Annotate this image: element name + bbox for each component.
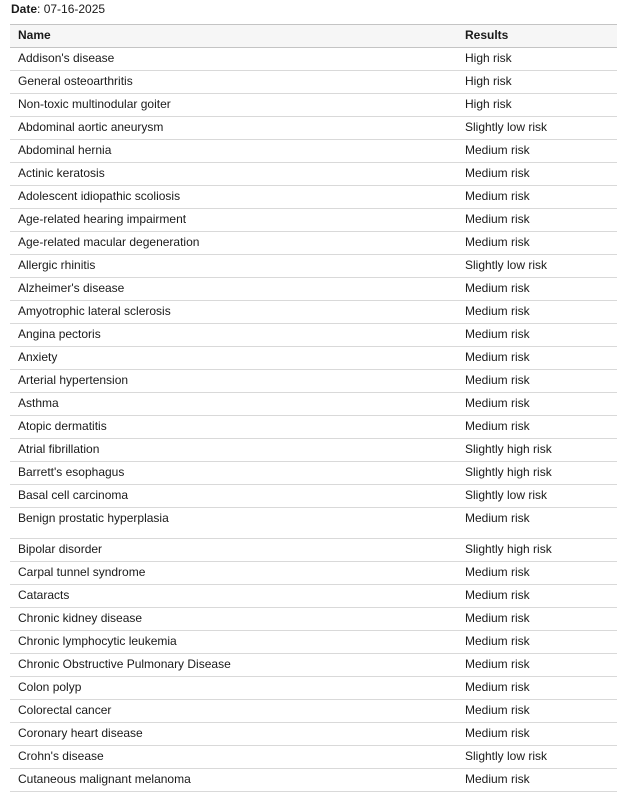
risk-result-cell: High risk [457,71,617,94]
table-row [10,416,617,439]
condition-name-cell: Actinic keratosis [10,163,457,186]
condition-name-cell: Carpal tunnel syndrome [10,562,457,585]
risk-result-cell: Medium risk [457,301,617,324]
risk-result-cell: Medium risk [457,163,617,186]
condition-name-cell: Barrett's esophagus [10,462,457,485]
table-row [10,163,617,186]
table-row [10,232,617,255]
table-row [10,608,617,631]
risk-result-cell: Medium risk [457,654,617,677]
table-row [10,48,617,71]
condition-name-cell: Bipolar disorder [10,539,457,562]
table-row [10,485,617,508]
condition-name-cell: Coronary heart disease [10,723,457,746]
table-row [10,539,617,562]
condition-name-cell: Arterial hypertension [10,370,457,393]
table-header-row [10,25,617,48]
condition-name-cell: Crohn's disease [10,746,457,769]
table-row [10,585,617,608]
risk-result-cell: Slightly low risk [457,746,617,769]
condition-name-cell: Atopic dermatitis [10,416,457,439]
date-separator: : [37,2,44,16]
table-row [10,140,617,163]
table-row [10,508,617,539]
condition-name-cell: Amyotrophic lateral sclerosis [10,301,457,324]
risk-result-cell: Slightly low risk [457,117,617,140]
condition-name-cell: Alzheimer's disease [10,278,457,301]
table-row [10,654,617,677]
condition-name-cell: Cataracts [10,585,457,608]
condition-name-cell: Basal cell carcinoma [10,485,457,508]
condition-name-cell: Abdominal aortic aneurysm [10,117,457,140]
table-row [10,700,617,723]
results-table-body [10,48,617,792]
column-header-name: Name [10,25,457,48]
risk-result-cell: Medium risk [457,723,617,746]
table-row [10,439,617,462]
condition-name-cell: Colorectal cancer [10,700,457,723]
risk-result-cell: Medium risk [457,393,617,416]
table-row [10,393,617,416]
risk-result-cell: High risk [457,94,617,117]
risk-result-cell: Medium risk [457,347,617,370]
risk-result-cell: Medium risk [457,370,617,393]
condition-name-cell: Cutaneous malignant melanoma [10,769,457,792]
condition-name-cell: General osteoarthritis [10,71,457,94]
risk-result-cell: Medium risk [457,677,617,700]
condition-name-cell: Colon polyp [10,677,457,700]
risk-result-cell: Medium risk [457,508,617,539]
risk-result-cell: Medium risk [457,700,617,723]
table-row [10,631,617,654]
risk-result-cell: Slightly high risk [457,439,617,462]
table-row [10,370,617,393]
risk-result-cell: Medium risk [457,140,617,163]
report-date-line [10,2,617,16]
condition-name-cell: Non-toxic multinodular goiter [10,94,457,117]
risk-result-cell: Medium risk [457,585,617,608]
risk-result-cell: Slightly high risk [457,462,617,485]
table-row [10,301,617,324]
condition-name-cell: Asthma [10,393,457,416]
column-header-results: Results [457,25,617,48]
condition-name-cell: Angina pectoris [10,324,457,347]
condition-name-cell: Chronic lymphocytic leukemia [10,631,457,654]
condition-name-cell: Atrial fibrillation [10,439,457,462]
risk-result-cell: Medium risk [457,769,617,792]
table-row [10,94,617,117]
risk-result-cell: Slightly low risk [457,255,617,278]
table-row [10,347,617,370]
table-row [10,677,617,700]
condition-name-cell: Benign prostatic hyperplasia [10,508,457,539]
risk-result-cell: Medium risk [457,232,617,255]
table-row [10,324,617,347]
table-row [10,255,617,278]
table-row [10,71,617,94]
risk-result-cell: Slightly high risk [457,539,617,562]
risk-result-cell: Medium risk [457,608,617,631]
risk-result-cell: Medium risk [457,186,617,209]
risk-result-cell: Medium risk [457,209,617,232]
table-row [10,746,617,769]
condition-name-cell: Age-related macular degeneration [10,232,457,255]
results-table [10,24,617,792]
condition-name-cell: Allergic rhinitis [10,255,457,278]
date-value: 07-16-2025 [43,2,106,16]
risk-result-cell: High risk [457,48,617,71]
condition-name-cell: Age-related hearing impairment [10,209,457,232]
condition-name-cell: Adolescent idiopathic scoliosis [10,186,457,209]
condition-name-cell: Abdominal hernia [10,140,457,163]
date-label: Date [11,2,38,16]
table-row [10,186,617,209]
risk-result-cell: Medium risk [457,562,617,585]
risk-result-cell: Medium risk [457,324,617,347]
risk-result-cell: Medium risk [457,278,617,301]
condition-name-cell: Chronic Obstructive Pulmonary Disease [10,654,457,677]
table-row [10,769,617,792]
table-row [10,462,617,485]
table-row [10,209,617,232]
table-row [10,562,617,585]
risk-result-cell: Medium risk [457,631,617,654]
table-row [10,723,617,746]
table-row [10,117,617,140]
condition-name-cell: Addison's disease [10,48,457,71]
condition-name-cell: Chronic kidney disease [10,608,457,631]
risk-result-cell: Slightly low risk [457,485,617,508]
condition-name-cell: Anxiety [10,347,457,370]
risk-result-cell: Medium risk [457,416,617,439]
table-row [10,278,617,301]
